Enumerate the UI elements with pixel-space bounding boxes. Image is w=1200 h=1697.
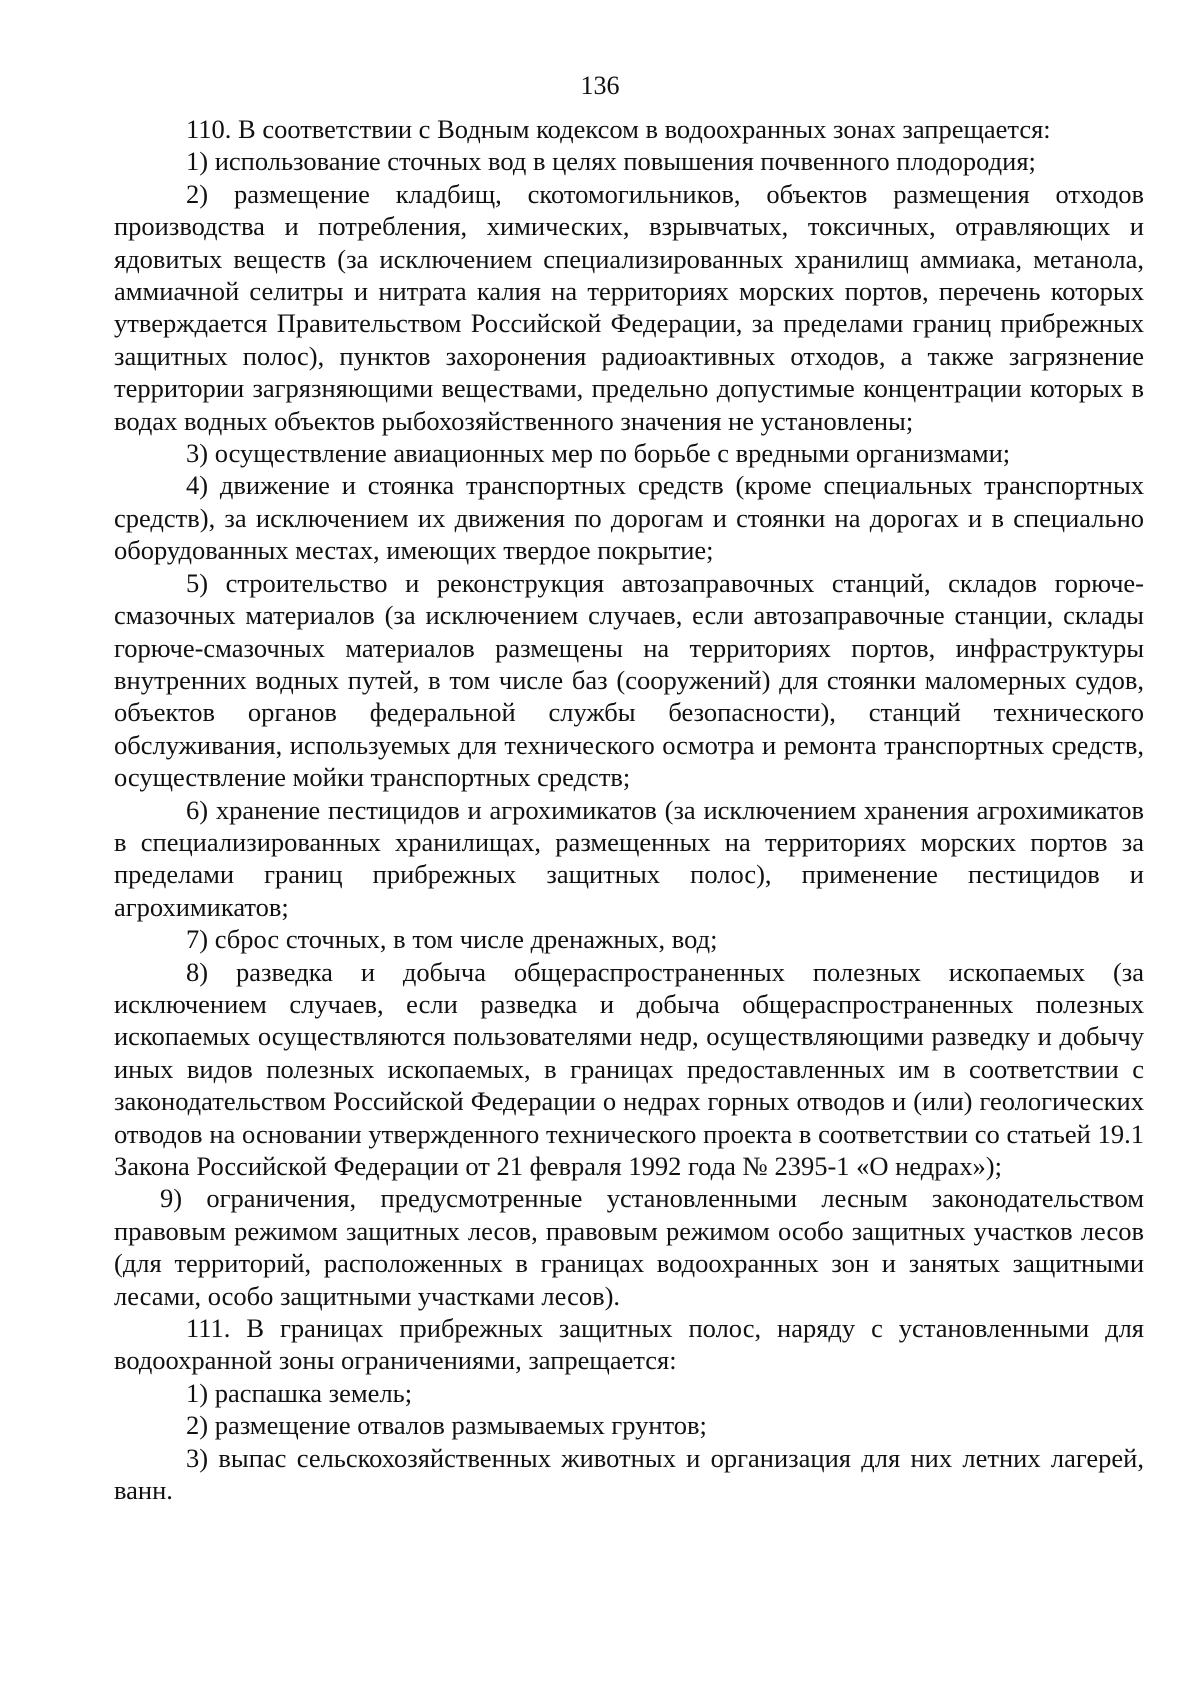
paragraph-111-heading: 111. В границах прибрежных защитных полос, наряду с установленными для водоохранной зоны ограничениями, запрещается: xyxy=(114,1313,1144,1376)
list-item-110-5: 5) строительство и реконструкция автозаправочных станций, складов горюче-смазочных материалов (за исключением случаев, если автозаправочные станции, склады горюче-смазочных материалов размещены на территориях портов, инфраструктуры внутренних водных путей, в том числе баз (сооружений) для стоянки маломерных судов, объектов органов федеральной службы безопасности), станций технического обслуживания, используемых для технического осмотра и ремонта транспортных средств, осуществление мойки транспортных средств; xyxy=(114,567,1144,793)
list-item-110-3: 3) осуществление авиационных мер по борьбе с вредными организмами; xyxy=(186,438,1011,469)
page-number: 136 xyxy=(580,71,620,100)
list-item-110-8: 8) разведка и добыча общераспространенных полезных ископаемых (за исключением случаев, если разведка и добыча общераспространенных полезных ископаемых осуществляются пользователями недр, осуществляющими разведку и добычу иных видов полезных ископаемых, в границах предоставленных им в соответствии с законодательством Российской Федерации о недрах горных отводов и (или) геологических отводов на основании утвержденного технического проекта в соответствии со статьей 19.1 Закона Российской Федерации от 21 февраля 1992 года № 2395-1 «О недрах»); xyxy=(114,956,1144,1181)
list-item-110-2: 2) размещение кладбищ, скотомогильников, объектов размещения отходов производства и потребления, химических, взрывчатых, токсичных, отравляющих и ядовитых веществ (за исключением специализированных хранилищ аммиака, метанола, аммиачной селитры и нитрата калия на территориях морских портов, перечень которых утверждается Правительством Российской Федерации, за пределами границ прибрежных защитных полос), пунктов захоронения радиоактивных отходов, а также загрязнение территории загрязняющими веществами, предельно допустимые концентрации которых в водах водных объектов рыбохозяйственного значения не установлены; xyxy=(114,178,1144,436)
list-item-110-7: 7) сброс сточных, в том числе дренажных, вод; xyxy=(186,924,718,955)
list-item-110-9: 9) ограничения, предусмотренные установленными лесным законодательством правовым режимом защитных лесов, правовым режимом особо защитных участков лесов (для территорий, расположенных в границах водоохранных зон и занятых защитными лесами, особо защитными участками лесов). xyxy=(114,1183,1144,1311)
list-item-111-1: 1) распашка земель; xyxy=(186,1377,413,1408)
list-item-111-3: 3) выпас сельскохозяйственных животных и организация для них летних лагерей, ванн. xyxy=(114,1442,1144,1506)
list-item-110-6: 6) хранение пестицидов и агрохимикатов (за исключением хранения агрохимикатов в специализированных хранилищах, размещенных на территориях морских портов за пределами границ прибрежных защитных полос), применение пестицидов и агрохимикатов; xyxy=(114,794,1144,922)
paragraph-110-heading: 110. В соответствии с Водным кодексом в водоохранных зонах запрещается: xyxy=(186,114,1051,144)
list-item-110-1: 1) использование сточных вод в целях повышения почвенного плодородия; xyxy=(186,146,1036,177)
list-item-110-4: 4) движение и стоянка транспортных средств (кроме специальных транспортных средств), за исключением их движения по дорогам и стоянки на дорогах и в специально оборудованных местах, имеющих твердое покрытие; xyxy=(114,470,1144,566)
list-item-111-2: 2) размещение отвалов размываемых грунтов; xyxy=(186,1410,707,1441)
document-body xyxy=(114,113,1144,1506)
